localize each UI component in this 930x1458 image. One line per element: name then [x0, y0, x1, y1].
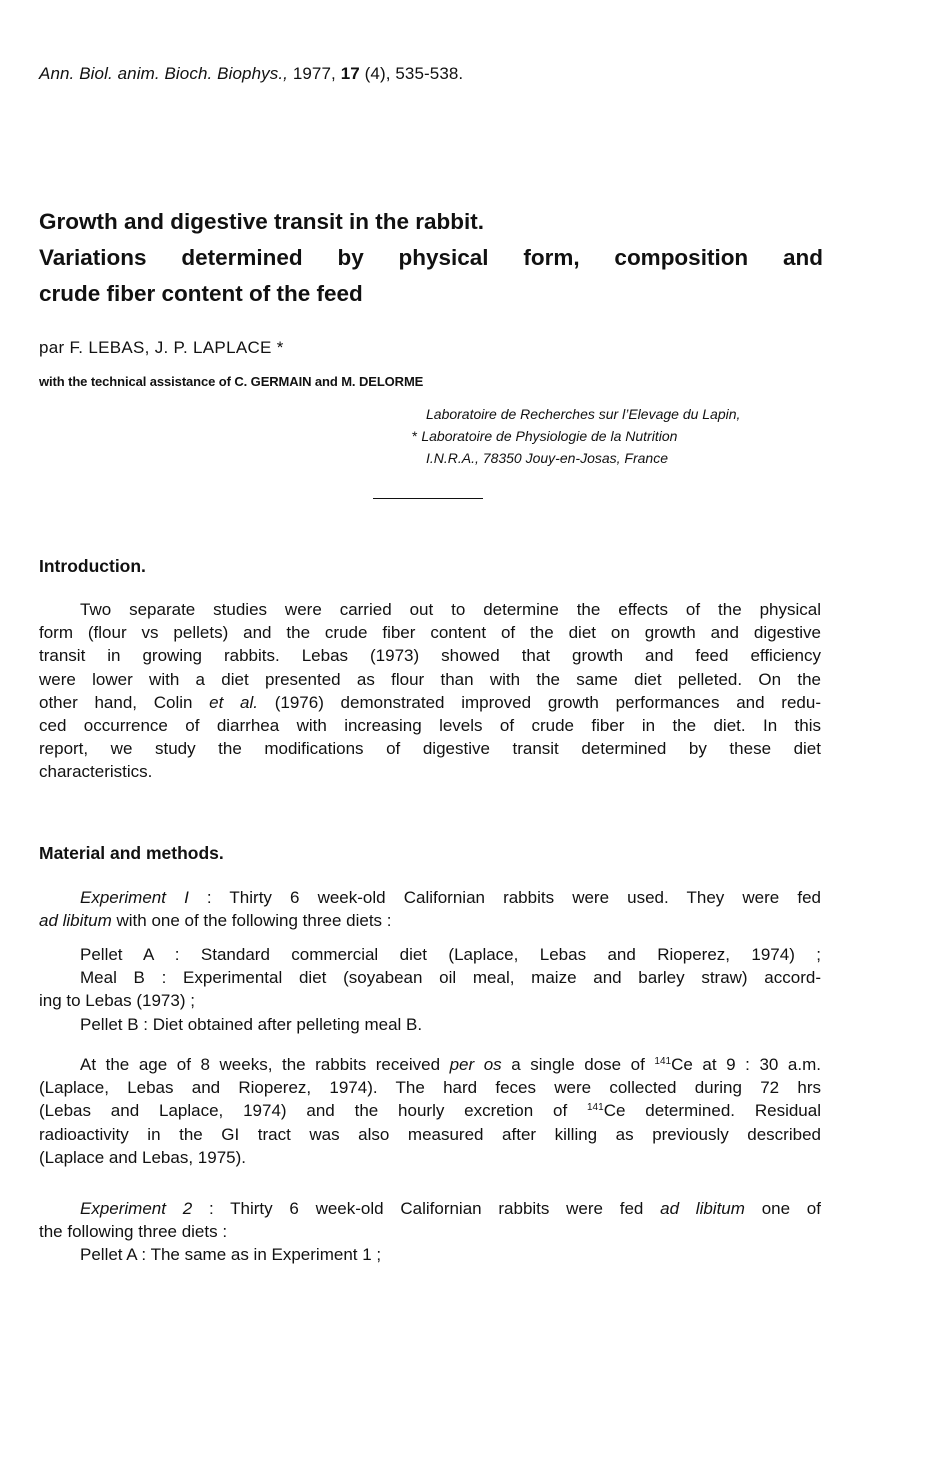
methods-heading: Material and methods.	[39, 843, 224, 863]
journal-year: 1977,	[292, 64, 336, 83]
intro-line-5-b: (1976) demonstrated improved growth performances and redu-	[258, 692, 821, 712]
exp2-text-2: one of	[744, 1199, 821, 1218]
affiliation-line-3: I.N.R.A., 78350 Jouy-en-Josas, France	[426, 450, 668, 466]
diet-meal-b-cont: ing to Lebas (1973) ;	[39, 991, 195, 1011]
intro-line-6: ced occurrence of diarrhea with increasing levels of crude fiber in the diet. In this	[39, 716, 821, 736]
dosing-line-3	[39, 1099, 821, 1122]
introduction-paragraph	[39, 598, 821, 784]
exp2-line-1	[39, 1197, 821, 1220]
journal-name: Ann. Biol. anim. Bioch. Biophys.,	[39, 64, 288, 83]
dosing-line-5: (Laplace and Lebas, 1975).	[39, 1147, 246, 1167]
dosing-line-1-a: At the age of 8 weeks, the rabbits received	[80, 1055, 450, 1074]
affiliation-line-1: Laboratoire de Recherches sur l’Elevage du Lapin,	[426, 406, 741, 422]
intro-line-5-em: et al.	[209, 692, 258, 712]
journal-volume: 17	[340, 64, 360, 83]
exp1-text-2: with one of the following three diets :	[111, 911, 392, 931]
exp2-text: : Thirty 6 week-old Californian rabbits were fed	[192, 1199, 661, 1218]
intro-line-7: report, we study the modifications of digestive transit determined by these diet	[39, 739, 821, 759]
intro-line-3: transit in growing rabbits. Lebas (1973) showed that growth and feed efficiency	[39, 646, 821, 666]
intro-line-2: form (flour vs pellets) and the crude fiber content of the diet on growth and digestive	[39, 623, 821, 643]
exp2-label: Experiment 2	[80, 1199, 193, 1218]
diet-meal-b: Meal B : Experimental diet (soyabean oil meal, maize and barley straw) accord-	[80, 968, 821, 988]
dosing-line-2: (Laplace, Lebas and Rioperez, 1974). The hard feces were collected during 72 hrs	[39, 1078, 821, 1098]
dosing-paragraph	[39, 1053, 821, 1169]
intro-line-5-a: other hand, Colin	[39, 692, 210, 712]
journal-issue-pages: (4), 535-538.	[364, 64, 464, 83]
intro-line-4: were lower with a diet presented as flour than with the same diet pelleted. On the	[39, 669, 821, 689]
dosing-per-os: per os	[449, 1055, 502, 1074]
authors: par F. LEBAS, J. P. LAPLACE *	[39, 338, 284, 357]
exp1-line-2	[39, 909, 821, 932]
exp1-ad-libitum: ad libitum	[39, 911, 112, 931]
dosing-line-1-b: a single dose of	[501, 1055, 655, 1074]
affiliation-line-2: Laboratoire de Physiologie de la Nutrition	[421, 428, 678, 444]
isotope-superscript: 141	[654, 1056, 672, 1067]
exp2-line-2: the following three diets :	[39, 1222, 228, 1242]
dosing-line-3-a: (Lebas and Laplace, 1974) and the hourly excretion of	[39, 1101, 587, 1121]
dosing-line-1	[39, 1053, 821, 1076]
title-line-3: crude fiber content of the feed	[39, 281, 363, 306]
technical-assistance: with the technical assistance of C. GERMAIN and M. DELORME	[39, 374, 424, 389]
intro-line-5	[39, 691, 821, 714]
dosing-line-1-c: Ce at 9 : 30 a.m.	[671, 1055, 821, 1074]
dosing-line-3-b: Ce determined. Residual	[603, 1101, 821, 1121]
separator-rule	[373, 498, 483, 499]
exp2-ad-libitum: ad libitum	[660, 1199, 745, 1218]
introduction-heading: Introduction.	[39, 556, 146, 576]
dosing-line-4: radioactivity in the GI tract was also measured after killing as previously described	[39, 1124, 821, 1144]
exp1-label: Experiment I	[80, 888, 189, 907]
title-line-1: Growth and digestive transit in the rabbit.	[39, 209, 485, 234]
exp2-pellet-a: Pellet A : The same as in Experiment 1 ;	[80, 1245, 382, 1265]
diet-list	[39, 943, 821, 1036]
affiliation	[412, 403, 740, 469]
experiment-2-paragraph	[39, 1197, 821, 1267]
diet-pellet-a: Pellet A : Standard commercial diet (Laplace, Lebas and Rioperez, 1974) ;	[80, 945, 821, 964]
exp1-text: : Thirty 6 week-old Californian rabbits were used. They were fed	[188, 888, 821, 907]
isotope-superscript-2: 141	[587, 1102, 604, 1114]
paper-title	[39, 204, 823, 312]
affiliation-star: *	[412, 428, 418, 444]
diet-pellet-b: Pellet B : Diet obtained after pelleting meal B.	[80, 1014, 423, 1034]
title-line-2: Variations determined by physical form, composition and	[39, 245, 823, 270]
intro-line-1: Two separate studies were carried out to determine the effects of the physical	[80, 600, 821, 619]
exp1-line-1	[39, 886, 821, 909]
journal-reference	[39, 64, 463, 84]
experiment-1-paragraph	[39, 886, 821, 932]
intro-line-8: characteristics.	[39, 762, 153, 782]
